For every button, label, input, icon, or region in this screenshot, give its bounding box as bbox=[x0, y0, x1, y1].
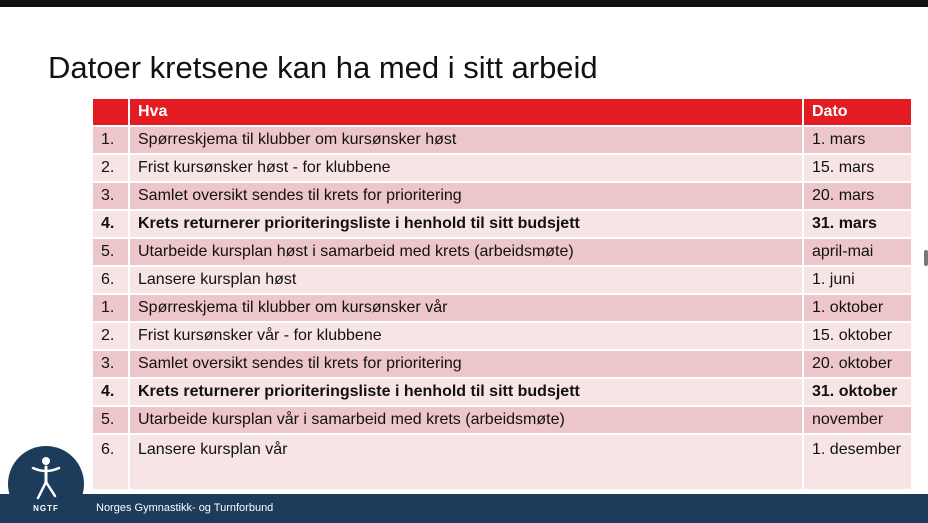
row-what: Lansere kursplan høst bbox=[129, 266, 803, 294]
row-date: 1. mars bbox=[803, 126, 911, 154]
table-row bbox=[93, 266, 911, 294]
table-row bbox=[93, 182, 911, 210]
table-header-row bbox=[93, 99, 911, 126]
row-num: 2. bbox=[93, 154, 129, 182]
slide-title: Datoer kretsene kan ha med i sitt arbeid bbox=[48, 50, 598, 85]
row-num: 6. bbox=[93, 266, 129, 294]
table-row bbox=[93, 210, 911, 238]
table-row bbox=[93, 406, 911, 434]
row-what: Lansere kursplan vår bbox=[129, 434, 803, 489]
footer-bar bbox=[0, 494, 928, 523]
table-row bbox=[93, 294, 911, 322]
row-what: Utarbeide kursplan vår i samarbeid med krets (arbeidsmøte) bbox=[129, 406, 803, 434]
row-date: 1. juni bbox=[803, 266, 911, 294]
row-num: 1. bbox=[93, 126, 129, 154]
row-date: 20. oktober bbox=[803, 350, 911, 378]
header-num bbox=[93, 99, 129, 126]
row-what: Frist kursønsker høst - for klubbene bbox=[129, 154, 803, 182]
dates-table bbox=[93, 99, 911, 489]
row-what: Spørreskjema til klubber om kursønsker høst bbox=[129, 126, 803, 154]
row-date: november bbox=[803, 406, 911, 434]
table-row bbox=[93, 322, 911, 350]
row-num: 5. bbox=[93, 406, 129, 434]
row-date: 20. mars bbox=[803, 182, 911, 210]
row-date: 15. mars bbox=[803, 154, 911, 182]
header-date: Dato bbox=[803, 99, 911, 126]
table-row bbox=[93, 434, 911, 489]
row-num: 4. bbox=[93, 378, 129, 406]
table-row bbox=[93, 154, 911, 182]
row-num: 2. bbox=[93, 322, 129, 350]
row-what: Samlet oversikt sendes til krets for prioritering bbox=[129, 350, 803, 378]
row-what: Spørreskjema til klubber om kursønsker vår bbox=[129, 294, 803, 322]
row-num: 4. bbox=[93, 210, 129, 238]
logo-text: NGTF bbox=[33, 504, 59, 513]
header-what: Hva bbox=[129, 99, 803, 126]
table-row bbox=[93, 238, 911, 266]
row-num: 5. bbox=[93, 238, 129, 266]
row-num: 3. bbox=[93, 350, 129, 378]
row-what: Krets returnerer prioriteringsliste i henhold til sitt budsjett bbox=[129, 210, 803, 238]
row-date: april-mai bbox=[803, 238, 911, 266]
table-row bbox=[93, 378, 911, 406]
table-row bbox=[93, 126, 911, 154]
row-num: 1. bbox=[93, 294, 129, 322]
row-date: 15. oktober bbox=[803, 322, 911, 350]
row-num: 6. bbox=[93, 434, 129, 489]
footer-org-name: Norges Gymnastikk- og Turnforbund bbox=[96, 502, 274, 514]
row-date: 31. oktober bbox=[803, 378, 911, 406]
gymnast-icon bbox=[30, 456, 62, 502]
row-date: 1. oktober bbox=[803, 294, 911, 322]
row-what: Utarbeide kursplan høst i samarbeid med krets (arbeidsmøte) bbox=[129, 238, 803, 266]
ngtf-logo bbox=[8, 446, 84, 522]
row-date: 1. desember bbox=[803, 434, 911, 489]
row-num: 3. bbox=[93, 182, 129, 210]
row-what: Frist kursønsker vår - for klubbene bbox=[129, 322, 803, 350]
row-what: Samlet oversikt sendes til krets for prioritering bbox=[129, 182, 803, 210]
edge-marker bbox=[924, 250, 928, 266]
table-row bbox=[93, 350, 911, 378]
row-date: 31. mars bbox=[803, 210, 911, 238]
top-bar bbox=[0, 0, 928, 7]
row-what: Krets returnerer prioriteringsliste i henhold til sitt budsjett bbox=[129, 378, 803, 406]
